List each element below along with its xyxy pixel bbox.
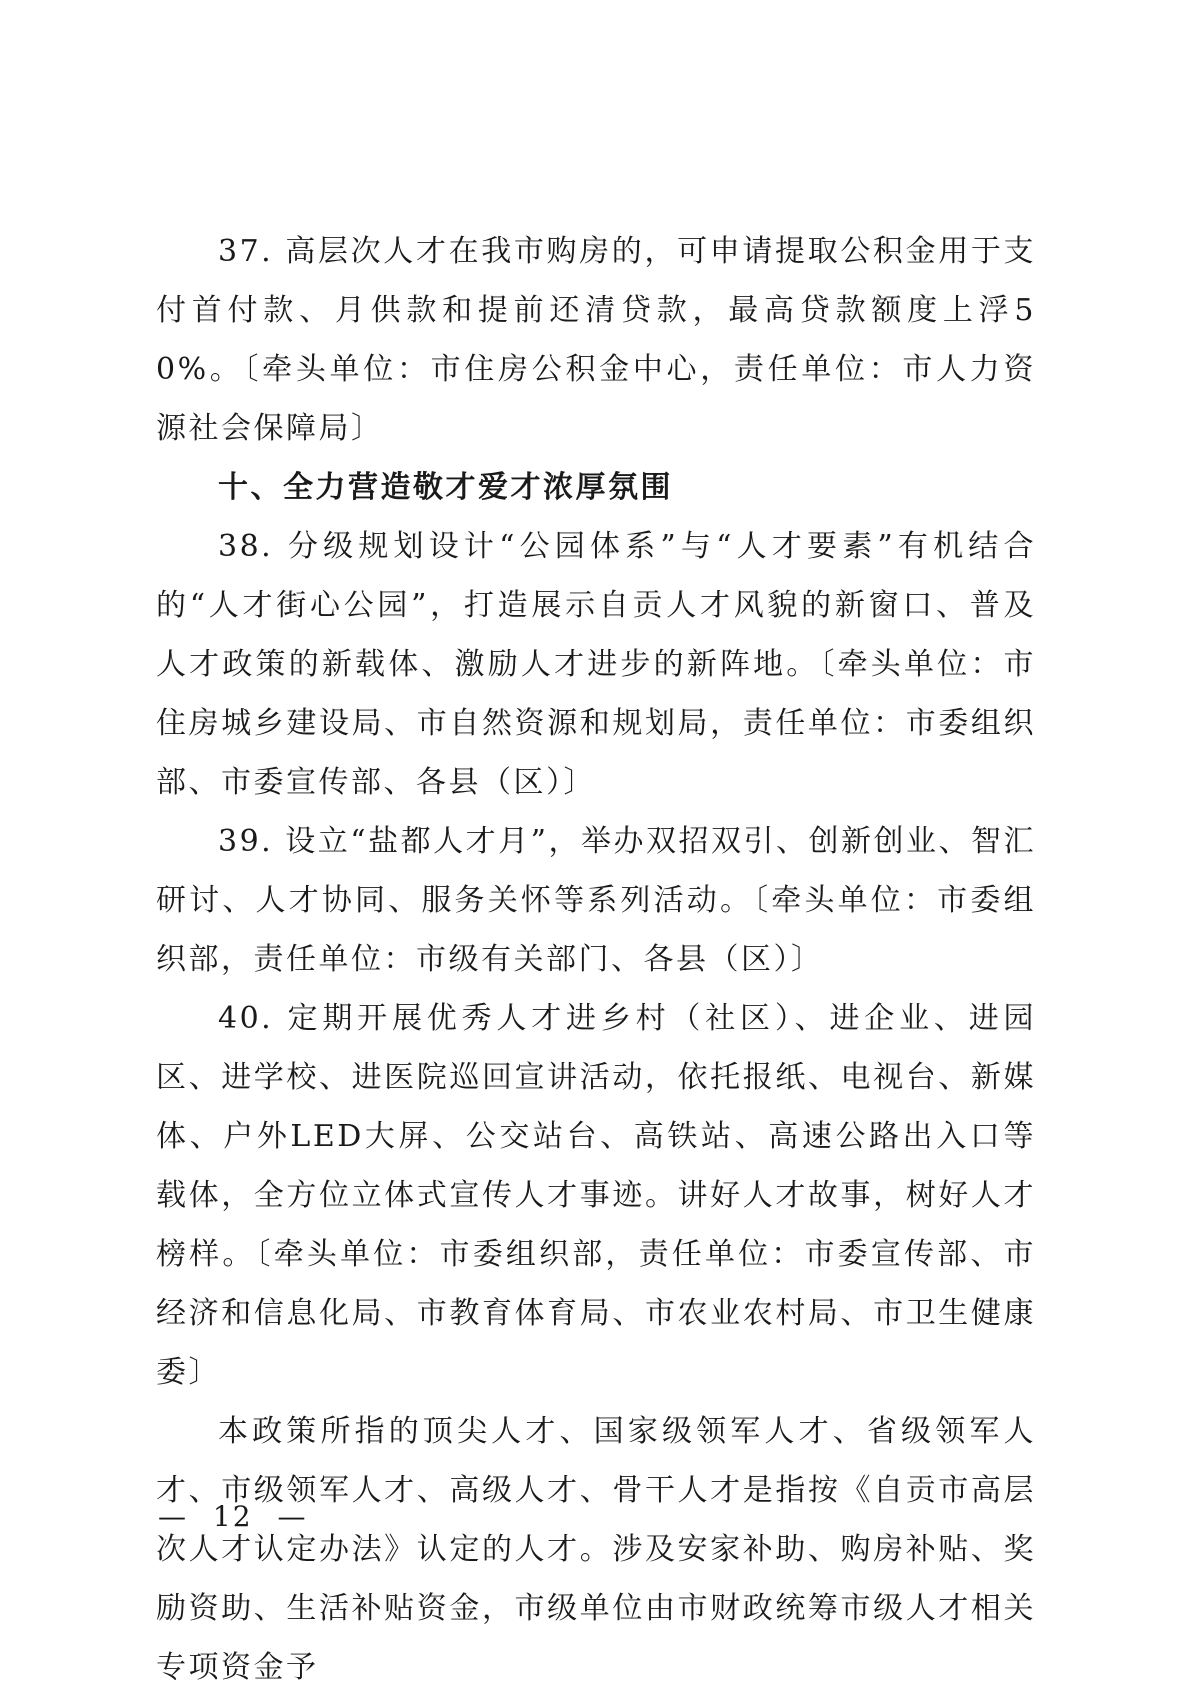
- document-body: [156, 222, 1036, 1697]
- paragraph-item-38: 38. 分级规划设计“公园体系”与“人才要素”有机结合的“人才街心公园”，打造展示自贡人才风貌的新窗口、普及人才政策的新载体、激励人才进步的新阵地。〔牵头单位：市住房城乡建设局、市自然资源和规划局，责任单位：市委组织部、市委宣传部、各县（区）〕: [156, 529, 1036, 800]
- footer-dash-left: —: [158, 1500, 188, 1533]
- footer-dash-right: —: [277, 1500, 308, 1533]
- section-heading-10: 十、全力营造敬才爱才浓厚氛围: [218, 470, 673, 505]
- page-footer: [158, 1500, 307, 1533]
- paragraph-item-40: 40. 定期开展优秀人才进乡村（社区）、进企业、进园区、进学校、进医院巡回宣讲活动，依托报纸、电视台、新媒体、户外LED大屏、公交站台、高铁站、高速公路出入口等载体，全方位立体式宣传人才事迹。讲好人才故事，树好人才榜样。〔牵头单位：市委组织部，责任单位：市委宣传部、市经济和信息化局、市教育体育局、市农业农村局、市卫生健康委〕: [156, 1001, 1036, 1390]
- paragraph-policy-note: 本政策所指的顶尖人才、国家级领军人才、省级领军人才、市级领军人才、高级人才、骨干人才是指按《自贡市高层次人才认定办法》认定的人才。涉及安家补助、购房补贴、奖励资助、生活补贴资金，市级单位由市财政统筹市级人才相关专项资金予: [156, 1414, 1036, 1685]
- paragraph-item-37: 37. 高层次人才在我市购房的，可申请提取公积金用于支付首付款、月供款和提前还清贷款，最高贷款额度上浮50%。〔牵头单位：市住房公积金中心，责任单位：市人力资源社会保障局〕: [156, 234, 1036, 446]
- paragraph-item-39: 39. 设立“盐都人才月”，举办双招双引、创新创业、智汇研讨、人才协同、服务关怀等系列活动。〔牵头单位：市委组织部，责任单位：市级有关部门、各县（区）〕: [156, 824, 1036, 977]
- page-number: 12: [212, 1500, 253, 1533]
